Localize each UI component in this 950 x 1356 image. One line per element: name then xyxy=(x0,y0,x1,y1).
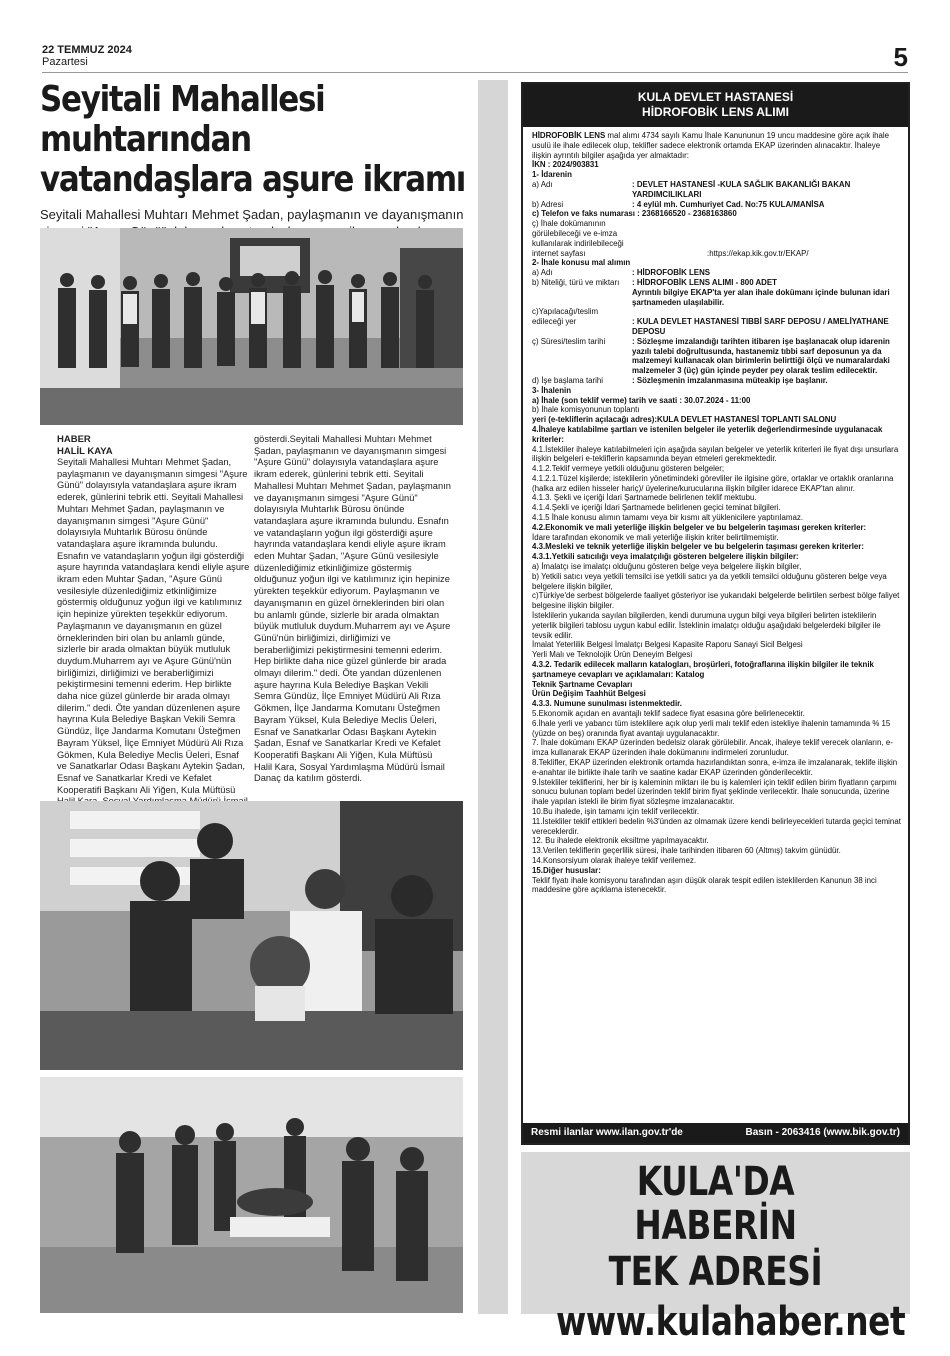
tender-section-3: 3- İhalenin xyxy=(532,385,572,395)
tender-ikn: İKN : 2024/903831 xyxy=(532,160,599,170)
tender-clause-4-1-2: 4.1.2.Teklif vermeye yetkili olduğunu gösteren belgeler; xyxy=(532,464,725,474)
issue-date: 22 TEMMUZ 2024 xyxy=(42,44,132,56)
tender-clause-4-3-1-e: İmalat Yeterlilik Belgesi İmalatçı Belgesi Kapasite Raporu Sanayi Sicil Belgesi xyxy=(532,640,803,650)
tender-clause-4-3-1-f: Yerli Malı ve Teknolojik Ürün Deneyim Belgesi xyxy=(532,650,693,660)
tender-admin-name-value: : DEVLET HASTANESİ -KULA SAĞLIK BAKANLIĞI BAKAN YARDIMCILIKLARI xyxy=(632,179,851,199)
kulahaber-promo xyxy=(521,1152,910,1345)
promo-line-1: KULA'DA HABERİN xyxy=(634,1159,797,1249)
press-agency-link[interactable]: Basın - 2063416 (www.bik.gov.tr) xyxy=(745,1127,900,1138)
tender-item-quantity-value: : HİDROFOBİK LENS ALIMI - 800 ADET xyxy=(632,277,777,287)
tender-clause-4: 4.İhaleye katılabilme şartları ve istenilen belgeler ile yeterlik değerlendirmesinde uygulanacak kriterler: xyxy=(532,424,883,444)
headline-line-1: Seyitali Mahallesi muhtarından xyxy=(40,79,325,160)
tender-clause-4-3-2-a: Teknik Şartname Cevapları xyxy=(532,679,633,689)
asure-table-photo-image xyxy=(40,801,463,1070)
tender-meeting-line-2: yeri (e-tekliflerin açılacağı adres):KULA DEVLET HASTANESİ TOPLANTI SALONU xyxy=(532,415,837,425)
tender-delivery-place-label: c)Yapılacağı/teslim xyxy=(532,307,599,317)
tender-admin-name-key: a) Adı xyxy=(532,179,553,189)
tender-intro-subject: HİDROFOBİK LENS xyxy=(532,131,606,140)
tender-notice-footer xyxy=(523,1123,908,1143)
asure-serving-photo xyxy=(40,1077,463,1313)
tender-clause-11: 11.İstekliler teklif ettikleri bedelin %3'ünden az olmamak üzere kendi belirleyecekleri tutarda geçici teminat vereceklerdir. xyxy=(532,816,901,836)
tender-doc-url-key: internet sayfası xyxy=(532,248,586,258)
tender-intro-text: mal alımı 4734 sayılı Kamu İhale Kanununun 19 uncu maddesine göre açık ihale usulü ile ihale edilecek olup, teklifler sadece elektronik ortamda EKAP üzerinden alınacaktır. İhaleye ilişkin ayrıntılı bilgiler aşağıda yer almaktadır: xyxy=(532,131,890,160)
issue-day: Pazartesi xyxy=(42,56,88,68)
tender-admin-address-value: : 4 eylül mh. Cumhuriyet Cad. No:75 KULA/MANİSA xyxy=(632,199,825,209)
tender-delivery-time xyxy=(532,337,901,376)
tender-clause-10: 10.Bu ihalede, işin tamamı için teklif verilecektir. xyxy=(532,806,700,816)
tender-clause-6: 6.İhale yerli ve yabancı tüm isteklilere açık olup yerli malı teklif eden istekliye ihalenin tamamında % 15 (yüzde on beş) oranında fiyat avantajı uygulanacaktır. xyxy=(532,718,891,738)
tender-clause-7: 7. İhale dokümanı EKAP üzerinden bedelsiz olarak görülebilir. Ancak, ihaleye teklif verecek olanların, e-imza kullanarak EKAP üzerinden ihale dokümanını indirmeleri zorunludur. xyxy=(532,738,893,758)
tender-doc-line-2: görülebileceği ve e-imza xyxy=(532,228,618,238)
tender-notice-title xyxy=(523,84,908,127)
tender-admin-address xyxy=(532,200,901,210)
column-separator-strip xyxy=(478,80,508,1314)
tender-doc-url-value: :https://ekap.kik.gov.tr/EKAP/ xyxy=(707,248,809,258)
tender-delivery-place xyxy=(532,317,901,337)
tender-item-details xyxy=(532,288,901,308)
tender-clause-4-3-3: 4.3.3. Numune sunulması istenmektedir. xyxy=(532,699,682,709)
tender-clause-13: 13.Verilen tekliflerin geçerlilik süresi, ihale tarihinden itibaren 60 (Altmış) takvim günüdür. xyxy=(532,846,841,856)
tender-doc-line-3: kullanılarak indirilebileceği xyxy=(532,238,624,248)
tender-start-date-value: : Sözleşmenin imzalanmasına müteakip işe başlanır. xyxy=(632,375,828,385)
group-photo-image xyxy=(40,228,463,425)
tender-phone: c) Telefon ve faks numarası : 2368166520 - 2368163860 xyxy=(532,209,737,219)
tender-clause-4-3-1-a: a) İmalatçı ise imalatçı olduğunu gösteren belge veya belgelere ilişkin bilgiler, xyxy=(532,562,802,572)
promo-website-link[interactable]: www.kulahaber.net xyxy=(556,1299,906,1345)
tender-clause-4-3-1-c: c)Türkiye'de serbest bölgelerde faaliyet gösteriyor ise yukarıdaki belgelerde belirtilen serbest bölge faliyet belgesine ilişkin bilgiler. xyxy=(532,591,900,611)
tender-clause-4-1-3: 4.1.3. Şekli ve içeriği İdari Şartnamede belirlenen teklif mektubu. xyxy=(532,493,757,503)
tender-clause-15: 15.Diğer hususlar: xyxy=(532,865,601,875)
tender-section-1: 1- İdarenin xyxy=(532,170,572,180)
article-body-text-2: gösterdi.Seyitali Mahallesi Muhtarı Mehmet Şadan, paylaşmanın ve dayanışmanın simgesi "Aşure Günü" dolayısıyla vatandaşlara aşure ikram ederek, günlerini tebrik etti. Seyitali Mahallesi Muhtarı Mehmet Şadan, paylaşmanın ve dayanışmanın simgesi "Aşure Günü" dolayısıyla Muhtarlık Bürosu önünde vatandaşlara aşure ikramında bulundu. Esnafın ve vatandaşların yoğun ilgi gösterdiği aşure hayrında vatandaşlara kendi eliyle aşure ikram eden Muhtar Şadan, "Aşure Günü vesilesiyle düzenlediğimiz etkinliğimize göstermiş olduğunuz yoğun ilgi ve katılımınız için hepinize yürekten teşekkür ediyorum. Paylaşmanın ve dayanışmanın en güzel örneklerinden biri olan bu anlamlı günde, sizlerle bir arada olmaktan büyük mutluluk duydum.Muharrem ayı ve Aşure Günü'nün birliğimizi, dirliğimizi ve beraberliğimizi pekiştirmesini temenni ederim. Hep birlikte daha nice güzel günlerde bir arada olmayı dilerim." dedi. Öte yandan düzenlenen aşure hayrına Kula Belediye Başkan Vekili Semra Gündüz, İlçe Emniyet Müdürü Ali Rıza Gökmen, İlçe Jandarma Komutanı Üsteğmen Bayram Yüksel, Kula Belediye Meclis Üeleri, Esnaf ve Sanatkarlar Odası Başkanı Aytekin Şadan, Esnaf ve Sanatkarlar Kredi ve Kefalet Kooperatifi Başkanı Ali Yiğen, Kula Müftüsü Halil Kara, Sosyal Yardımlaşma Müdürü İsmail Danaç da katılım gösterdi. xyxy=(254,434,451,784)
tender-clause-4-1: 4.1.İstekliler ihaleye katılabilmeleri için aşağıda sayılan belgeler ve yeterlik kriterleri ile fiyat dışı unsurlara ilişkin belgeleri e-tekliflerin kapsamında beyan etmeleri gerekmektedir. xyxy=(532,444,899,464)
tender-deadline: a) İhale (son teklif verme) tarih ve saati : 30.07.2024 - 11:00 xyxy=(532,395,751,405)
tender-clause-4-3-1: 4.3.1.Yetkili satıcılığı veya imalatçılığı gösteren belgelere ilişkin bilgiler: xyxy=(532,552,799,562)
tender-item-quantity xyxy=(532,278,901,288)
tender-item-name-value: : HİDROFOBİK LENS xyxy=(632,268,711,278)
tender-item-name xyxy=(532,268,901,278)
tender-delivery-place-key: edileceği yer xyxy=(532,317,577,327)
tender-doc-url xyxy=(532,249,901,259)
group-photo xyxy=(40,228,463,425)
tender-clause-4-3-2-b: Ürün Değişim Taahhüt Belgesi xyxy=(532,689,646,699)
promo-line-2: TEK ADRESİ xyxy=(608,1249,823,1295)
tender-clause-4-2: 4.2.Ekonomik ve mali yeterliğe ilişkin belgeler ve bu belgelerin taşıması gereken kriterler: xyxy=(532,522,867,532)
tender-notice-body xyxy=(523,127,908,895)
tender-start-date-key: d) İşe başlama tarihi xyxy=(532,375,604,385)
article-body-text-1: Seyitali Mahallesi Muhtarı Mehmet Şadan, paylaşmanın ve dayanışmanın simgesi "Aşure Günü" dolayısıyla vatandaşlara aşure ikram ederek, günlerini tebrik etti. Seyitali Mahallesi Muhtarı Mehmet Şadan, paylaşmanın ve dayanışmanın simgesi "Aşure Günü" dolayısıyla Muhtarlık Bürosu önünde vatandaşlara aşure ikramında bulundu. Esnafın ve vatandaşların yoğun ilgi gösterdiği aşure hayrında vatandaşlara kendi eliyle aşure ikram eden Muhtar Şadan, "Aşure Günü vesilesiyle düzenlediğimiz etkinliğimize göstermiş olduğunuz yoğun ilgi ve katılımınız için hepinize yürekten teşekkür ediyorum. Paylaşmanın ve dayanışmanın en güzel örneklerinden biri olan bu anlamlı günde, sizlerle bir arada olmaktan büyük mutluluk duydum.Muharrem ayı ve Aşure Günü'nün birliğimizi, dirliğimizi ve beraberliğimizi pekiştirmesini temenni ederim. Hep birlikte daha nice güzel günlerde bir arada olmayı dilerim." dedi. Öte yandan düzenlenen aşure hayrına Kula Belediye Başkan Vekili Semra Gündüz, İlçe Jandarma Komutanı Üsteğmen Bayram Yüksel, İlçe Emniyet Müdürü Ali Rıza Gökmen, Kula Belediye Meclis Üeleri, Esnaf ve Sanatkarlar Odası Başkanı Aytekin Şadan, Esnaf ve Sanatkarlar Kredi ve Kefalet Kooperatifi Başkanı Ali Yiğen, Kula Müftüsü xyxy=(57,457,250,795)
tender-item-details-value: Ayrıntılı bilgiye EKAP'ta yer alan ihale dokümanı içinde bulunan idari şartnameden ulaşılabilir. xyxy=(632,287,890,307)
tender-meeting-line-1: b) İhale komisyonunun toplantı xyxy=(532,405,640,415)
tender-delivery-place-value: : KULA DEVLET HASTANESİ TIBBİ SARF DEPOSU / AMELİYATHANE DEPOSU xyxy=(632,317,889,336)
tender-clause-9: 9.İstekliler tekliflerini, her bir iş kaleminin miktarı ile bu iş kalemleri için teklif edilen birim fiyatların çarpımı sonucu bulunan toplam bedel üzerinden teklif birim fiyat şeklinde verilecektir. İhale sonucunda, üzerine ihale yapılan istekli ile birim fiyat sözleşme imzalanacaktır. xyxy=(532,777,897,807)
tender-clause-15-text: Teklif fiyatı ihale komisyonu tarafından aşırı düşük olarak tespit edilen isteklilerden Kanunun 38 inci maddesine göre açıklama istenecektir. xyxy=(532,875,877,895)
tender-delivery-time-key: ç) Süresi/teslim tarihi xyxy=(532,336,606,346)
tender-clause-5: 5.Ekonomik açıdan en avantajlı teklif sadece fiyat esasına göre belirlenecektir. xyxy=(532,709,805,719)
tender-title-subject: HİDROFOBİK LENS ALIMI xyxy=(642,105,789,119)
tender-clause-4-3-1-d: İsteklilerin yukarıda sayılan bilgilerden, kendi durumuna uygun bilgi veya bilgileri belirten isteklilerin yeterlik bilgileri tablosu uygun kabul edilir. İsteklinin imalatçı olduğu aşağıdaki belgelerdeki bilgiler ile tevsik edilir. xyxy=(532,611,881,640)
tender-admin-address-key: b) Adresi xyxy=(532,199,564,209)
tender-clause-4-1-5: 4.1.5 İhale konusu alımın tamamı veya bir kısmı alt yüklenicilere yaptırılamaz. xyxy=(532,513,804,523)
byline-label: HABER xyxy=(57,434,91,445)
tender-clause-4-3-2: 4.3.2. Tedarik edilecek malların katalogları, broşürleri, fotoğraflarına ilişkin bilgiler ile teknik şartnameye cevapları ve açıklamaları: Katalog xyxy=(532,660,874,679)
tender-clause-4-2-text: İdare tarafından ekonomik ve mali yeterliğe ilişkin kriter belirtilmemiştir. xyxy=(532,532,779,542)
tender-notice xyxy=(521,82,910,1145)
article-body-column-1 xyxy=(57,434,251,820)
tender-delivery-time-value: : Sözleşme imzalandığı tarihten itibaren işe başlanacak olup idarenin yazılı talebi doğrultusunda, hastanemiz tıbbi sarf deposunun ya da malzemeyi kullanacak olan birimlerin belirttiği ölçü ve numaralardaki malzemeler 3 (üç) gün içinde peyder pey olarak teslim edilecektir. xyxy=(632,336,890,376)
tender-item-name-key: a) Adı xyxy=(532,268,553,278)
asure-table-photo xyxy=(40,801,463,1070)
header-divider xyxy=(42,72,908,73)
tender-clause-4-3: 4.3.Mesleki ve teknik yeterliğe ilişkin belgeler ve bu belgelerin taşıması gereken kriterler: xyxy=(532,542,865,552)
tender-clause-8: 8.Teklifler, EKAP üzerinden elektronik ortamda hazırlandıktan sonra, e-imza ile imzalanarak, teklife ilişkin e-anahtar ile birlikte ihale tarih ve saatine kadar EKAP üzerinden gönderilecektir. xyxy=(532,758,898,777)
page-header xyxy=(42,44,908,74)
tender-clause-4-1-2-1: 4.1.2.1.Tüzel kişilerde; isteklilerin yönetimindeki görevliler ile ilgisine göre, ortaklar ve ortaklık oranlarına (halka arz edilen hisseler hariç)/ üyelerine/kurucularına ilişkin bilgiler idarece EKAP'tan alınır. xyxy=(532,473,894,493)
tender-intro xyxy=(532,131,901,160)
tender-clause-14: 14.Konsorsiyum olarak ihaleye teklif verilemez. xyxy=(532,855,697,865)
tender-item-quantity-key: b) Niteliği, türü ve miktarı xyxy=(532,277,620,287)
tender-admin-name xyxy=(532,180,901,200)
tender-clause-4-3-1-b: b) Yetkili satıcı veya yetkili temsilci ise yetkili satıcı ya da yetkili temsilci olduğunu gösteren belge veya belgelere ilişkin bilgiler, xyxy=(532,571,887,591)
tender-clause-4-1-4: 4.1.4.Şekli ve içeriği İdari Şartnamede belirlenen geçici teminat bilgileri. xyxy=(532,503,781,513)
byline-author: HALİL KAYA xyxy=(57,445,113,457)
page-number: 5 xyxy=(893,42,908,72)
tender-start-date xyxy=(532,376,901,386)
official-ads-link[interactable]: Resmi ilanlar www.ilan.gov.tr'de xyxy=(531,1127,683,1138)
tender-section-2: 2- İhale konusu mal alımın xyxy=(532,258,631,268)
article-headline xyxy=(40,80,466,200)
tender-title-institution: KULA DEVLET HASTANESİ xyxy=(637,90,794,104)
tender-clause-12: 12. Bu ihalede elektronik eksiltme yapılmayacaktır. xyxy=(532,836,709,846)
article-body-column-2 xyxy=(254,434,452,785)
tender-doc-line-1: ç) İhale dokümanının xyxy=(532,219,606,229)
asure-serving-photo-image xyxy=(40,1077,463,1313)
headline-line-2: vatandaşlara aşure ikramı xyxy=(40,159,466,200)
article-lead: Seyitali Mahallesi Muhtarı Mehmet Şadan, paylaşmanın ve dayanışmanın xyxy=(40,207,464,222)
